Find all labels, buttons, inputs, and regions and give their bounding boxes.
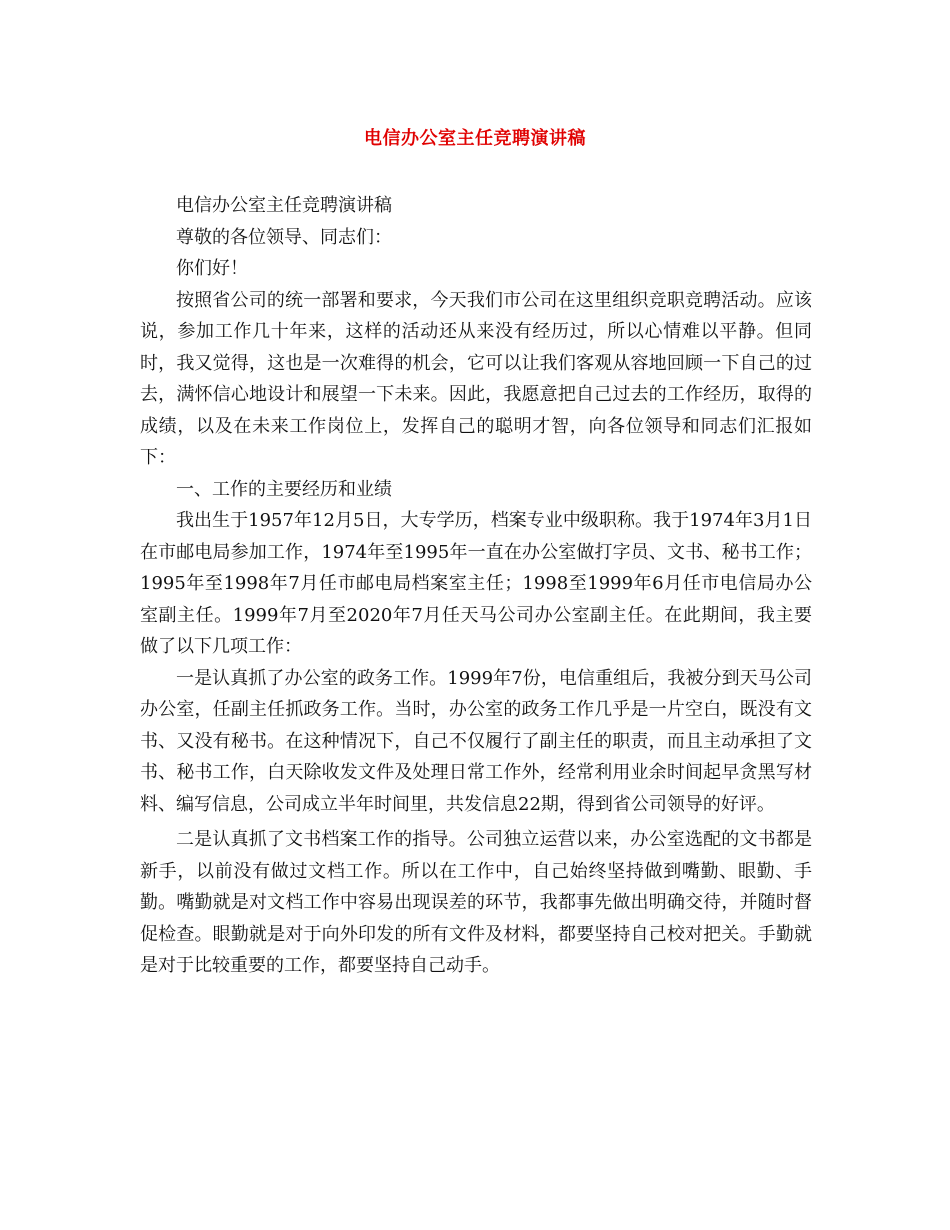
paragraph-introduction: 按照省公司的统一部署和要求，今天我们市公司在这里组织竞职竞聘活动。应该说，参加工作几十年来，这样的活动还从来没有经历过，所以心情难以平静。但同时，我又觉得，这也是一次难得的机会，它可以让我们客观从容地回顾一下自己的过去，满怀信心地设计和展望一下未来。因此，我愿意把自己过去的工作经历，取得的成绩，以及在未来工作岗位上，发挥自己的聪明才智，向各位领导和同志们汇报如下： [140, 289, 812, 468]
paragraph-salutation: 尊敬的各位领导、同志们： [176, 226, 392, 248]
document-title: 电信办公室主任竞聘演讲稿 [364, 128, 586, 149]
paragraph-section-heading: 一、工作的主要经历和业绩 [176, 478, 392, 500]
document-body [140, 190, 812, 982]
paragraph-subtitle: 电信办公室主任竞聘演讲稿 [176, 195, 392, 216]
paragraph-greeting: 你们好！ [176, 258, 248, 279]
paragraph-government-affairs: 一是认真抓了办公室的政务工作。1999年7份，电信重组后，我被分到天马公司办公室，任副主任抓政务工作。当时，办公室的政务工作几乎是一片空白，既没有文书、又没有秘书。在这种情况下，自己不仅履行了副主任的职责，而且主动承担了文书、秘书工作，白天除收发文件及处理日常工作外，经常利用业余时间起早贪黑写材料、编写信息，公司成立半年时间里，共发信息22期，得到省公司领导的好评。 [140, 667, 812, 815]
paragraph-archives-guidance: 二是认真抓了文书档案工作的指导。公司独立运营以来，办公室选配的文书都是新手，以前没有做过文档工作。所以在工作中，自己始终坚持做到嘴勤、眼勤、手勤。嘴勤就是对文档工作中容易出现误差的环节，我都事先做出明确交待，并随时督促检查。眼勤就是对于向外印发的所有文件及材料，都要坚持自己校对把关。手勤就是对于比较重要的工作，都要坚持自己动手。 [140, 829, 812, 976]
paragraph-work-history: 我出生于1957年12月5日，大专学历，档案专业中级职称。我于1974年3月1日在市邮电局参加工作，1974年至1995年一直在办公室做打字员、文书、秘书工作；1995年至1998年7月任市邮电局档案室主任；1998至1999年6月任市电信局办公室副主任。1999年7月至2020年7月任天马公司办公室副主任。在此期间，我主要做了以下几项工作： [140, 510, 812, 657]
